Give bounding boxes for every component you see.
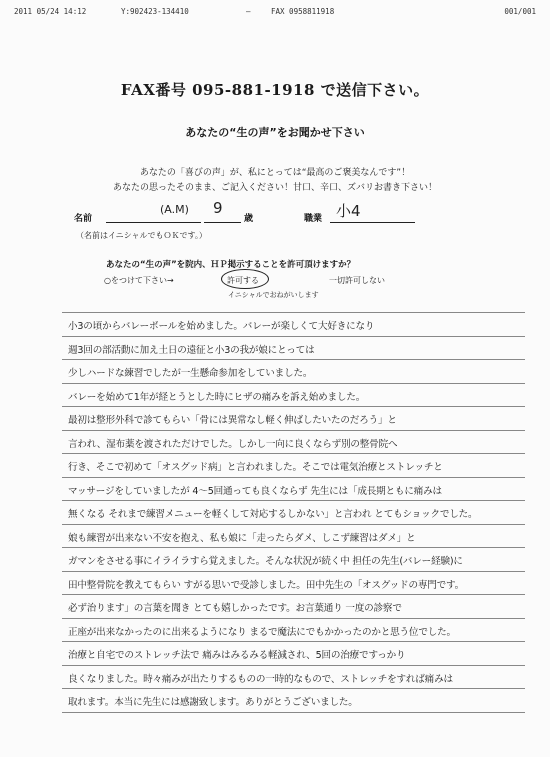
intro-line-1: あなたの「喜びの声」が、私にとっては“最高のご褒美なんです”！	[139, 168, 411, 178]
testimonial-line: 娘も練習が出来ない不安を抱え、私も娘に「走ったらダメ、しこず練習はダメ」と	[68, 532, 416, 544]
ruled-line	[62, 712, 525, 713]
ruled-line	[62, 406, 525, 407]
form-subtitle: あなたの“生の声”をお聞かせ下さい	[185, 126, 365, 139]
testimonial-line: 良くなりました。時々痛みが出たりするものの一時的なもので、ストレッチをすれば痛みは	[68, 673, 453, 685]
testimonial-line: 取れます。本当に先生には感謝致します。ありがとうございました。	[68, 697, 358, 708]
ruled-line	[62, 336, 525, 337]
ruled-line	[62, 547, 525, 548]
ruled-line	[62, 359, 525, 360]
permission-instruction: ○をつけて下さい→	[104, 276, 174, 285]
ruled-line	[62, 453, 525, 454]
ruled-line	[62, 430, 525, 431]
testimonial-line: 無くなる それまで練習メニューを軽くして対応するしかない」と言われ とてもショックでした。	[68, 509, 478, 520]
fax-sender-tel: Y:902423-134410	[121, 7, 189, 16]
age-handwritten: 9	[213, 199, 223, 217]
name-label: 名前	[74, 214, 93, 224]
job-underline	[330, 222, 415, 223]
permission-option-allow: 許可する	[227, 276, 259, 285]
form-title: FAX番号 095-881-1918 で送信下さい。	[120, 81, 430, 99]
testimonial-line: 行き、そこで初めて「オスグッド病」と言われました。そこでは電気治療とストレッチと	[68, 462, 443, 473]
permission-handwritten-note: イニシャルでおねがいします	[228, 291, 319, 299]
fax-date-time: 2011 05/24 14:12	[14, 7, 87, 16]
testimonial-line: 週3回の部活動に加え土日の遠征と小3の我が娘にとっては	[68, 344, 315, 356]
testimonial-line: マッサージをしていましたが 4〜5回通っても良くならず 先生には「成長期ともに痛みは	[68, 485, 442, 497]
age-unit-label: 歳	[244, 214, 254, 224]
testimonial-line: 最初は整形外科で診てもらい「骨には異常なし軽く伸ばしたいたのだろう」と	[68, 415, 397, 426]
ruled-line	[62, 618, 525, 619]
testimonial-line: ガマンをさせる事にイライラすら覚えました。そんな状況が続く中 担任の先生(バレー経験)に	[68, 556, 463, 567]
ruled-line	[62, 500, 525, 501]
age-underline	[204, 222, 241, 223]
name-hint: （名前はイニシャルでもＯＫです。）	[76, 231, 207, 240]
ruled-line	[62, 312, 525, 313]
ruled-line	[62, 641, 525, 642]
ruled-line	[62, 688, 525, 689]
testimonial-line: 小3の頃からバレーボールを始めました。バレーが楽しくて大好きになり	[68, 321, 375, 332]
fax-header-separator: —	[246, 7, 251, 16]
fax-number: FAX 0958811918	[271, 7, 335, 16]
ruled-line	[62, 383, 525, 384]
ruled-line	[62, 665, 525, 666]
testimonial-line: 言われ、湿布薬を渡されただけでした。しかし一向に良くならず別の整骨院へ	[68, 438, 398, 450]
ruled-line	[62, 594, 525, 595]
fax-transmission-header	[14, 7, 536, 19]
testimonial-line: バレーを始めて1年が経とうとした時にヒザの痛みを訴え始めました。	[68, 391, 366, 403]
permission-option-deny: 一切許可しない	[329, 276, 385, 285]
name-underline	[106, 222, 201, 223]
fax-page-info: 001/001	[504, 7, 536, 16]
ruled-line	[62, 571, 525, 572]
job-label: 職業	[304, 214, 323, 224]
name-handwritten: (A.M)	[160, 203, 189, 216]
permission-question: あなたの“生の声”を院内、ＨＰ掲示することを許可頂けますか？	[106, 260, 356, 270]
testimonial-line: 治療と自宅でのストレッチ法で 痛みはみるみる軽減され、5回の治療ですっかり	[68, 650, 406, 661]
testimonial-line: 正座が出来なかったのに出来るようになり まるで魔法にでもかかったのかと思う位でした。	[68, 626, 456, 638]
testimonial-line: 必ず治ります」の言葉を聞き とても嬉しかったです。お言葉通り 一度の診察で	[68, 603, 402, 614]
ruled-line	[62, 524, 525, 525]
testimonial-line: 田中整骨院を教えてもらい すがる思いで受診しました。田中先生の「オスグッドの専門です。	[68, 579, 465, 591]
testimonial-line: 少しハードな練習でしたが一生懸命参加をしていました。	[68, 368, 313, 379]
job-handwritten: 小4	[336, 202, 361, 220]
ruled-line	[62, 477, 525, 478]
intro-line-2: あなたの思ったそのまま、ご記入ください！甘口、辛口、ズバリお書き下さい！	[112, 183, 437, 193]
